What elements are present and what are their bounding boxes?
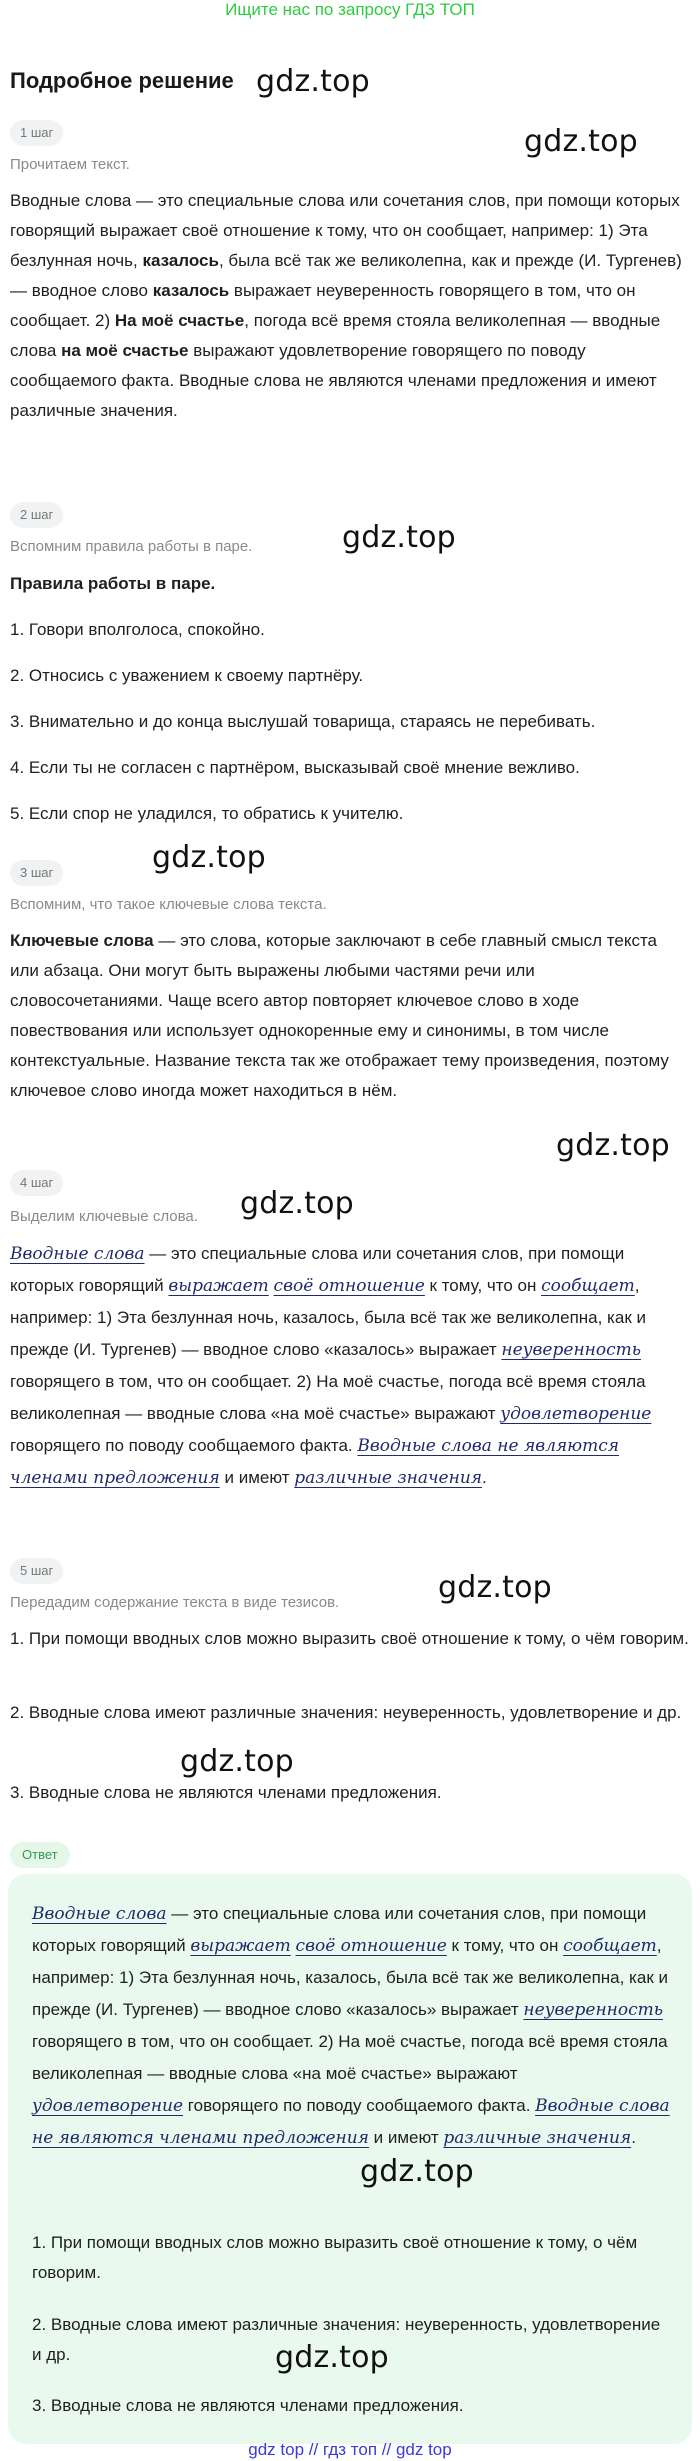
list-item: 2. Вводные слова имеют различные значения: неуверенность, удовлетворение и др. (10, 1703, 682, 1722)
step-text: Вводные слова — это специальные слова или сочетания слов, при помощи которых говорящий выражает своё отношение к тому, что он сообщает, например: 1) Эта безлунная ночь, казалось, была всё так же великолепна, как и прежде (И. Тургенев) — вводное слово «казалось» выражает неуверенность говорящего в том, что он сообщает. 2) На моё счастье, погода всё время стояла великолепная — вводные слова «на моё счастье» выражают удовлетворение говорящего по поводу сообщаемого факта. Вводные слова не являются членами предложения и имеют различные значения. (10, 1244, 652, 1488)
list-item: 3. Вводные слова не являются членами предложения. (32, 2396, 464, 2415)
watermark: gdz.top (556, 1128, 670, 1163)
step-text: Ключевые слова — это слова, которые заключают в себе главный смысл текста или абзаца. Они могут быть выражены любыми частями речи или словосочетаниями. Чаще всего автор повторяет ключевое слово в ходе повествования или использует однокоренные ему и синонимы, в том числе контекстуальные. Название текста так же отображает тему произведения, поэтому ключевое слово иногда может находиться в нём. (10, 931, 669, 1100)
footer-link[interactable]: gdz top // гдз топ // gdz top (248, 2440, 452, 2459)
watermark: gdz.top (438, 1570, 552, 1605)
list-item: 1. При помощи вводных слов можно выразить своё отношение к тому, о чём говорим. (32, 2233, 638, 2282)
step-subtitle: Передадим содержание текста в виде тезисов. (10, 1594, 340, 1611)
step-subtitle: Вспомним правила работы в паре. (10, 538, 253, 555)
step-badge: 2 шаг (10, 502, 63, 528)
watermark: gdz.top (152, 840, 266, 875)
list-item: 1. При помощи вводных слов можно выразить своё отношение к тому, о чём говорим. (10, 1629, 689, 1648)
answer-badge: Ответ (10, 1842, 70, 1868)
watermark: gdz.top (342, 520, 456, 555)
answer-text: Вводные слова — это специальные слова или сочетания слов, при помощи которых говорящий выражает своё отношение к тому, что он сообщает, например: 1) Эта безлунная ночь, казалось, была всё так же великолепна, как и прежде (И. Тургенев) — вводное слово «казалось» выражает неуверенность говорящего в том, что он сообщает. 2) На моё счастье, погода всё время стояла великолепная — вводные слова «на моё счастье» выражают удовлетворение говорящего по поводу сообщаемого факта. Вводные слова не являются членами предложения и имеют различные значения. (32, 1904, 670, 2148)
rules-title: Правила работы в паре. (10, 574, 216, 593)
list-item: 2. Относись с уважением к своему партнёру. (10, 666, 364, 685)
list-item: 5. Если спор не уладился, то обратись к учителю. (10, 804, 404, 823)
step-subtitle: Вспомним, что такое ключевые слова текста. (10, 896, 327, 913)
step-badge: 4 шаг (10, 1170, 63, 1196)
step-subtitle: Прочитаем текст. (10, 156, 130, 173)
step-badge: 1 шаг (10, 120, 63, 146)
watermark: gdz.top (240, 1186, 354, 1221)
watermark: gdz.top (360, 2154, 474, 2189)
step-badge: 3 шаг (10, 860, 63, 886)
watermark: gdz.top (524, 124, 638, 159)
list-item: 3. Внимательно и до конца выслушай товарища, стараясь не перебивать. (10, 712, 596, 731)
watermark: gdz.top (256, 64, 370, 99)
top-banner[interactable]: Ищите нас по запросу ГДЗ ТОП (225, 0, 475, 19)
list-item: 3. Вводные слова не являются членами предложения. (10, 1783, 442, 1802)
step-subtitle: Выделим ключевые слова. (10, 1208, 198, 1225)
page-title: Подробное решение (10, 68, 234, 93)
list-item: 2. Вводные слова имеют различные значения: неуверенность, удовлетворение и др. (32, 2315, 661, 2364)
list-item: 1. Говори вполголоса, спокойно. (10, 620, 265, 639)
watermark: gdz.top (180, 1744, 294, 1779)
step-badge: 5 шаг (10, 1558, 63, 1584)
step-text: Вводные слова — это специальные слова или сочетания слов, при помощи которых говорящий выражает своё отношение к тому, что он сообщает, например: 1) Эта безлунная ночь, казалось, была всё так же великолепна, как и прежде (И. Тургенев) — вводное слово казалось выражает неуверенность говорящего в том, что он сообщает. 2) На моё счастье, погода всё время стояла великолепная — вводные слова на моё счастье выражают удовлетворение говорящего по поводу сообщаемого факта. Вводные слова не являются членами предложения и имеют различные значения. (10, 191, 682, 420)
list-item: 4. Если ты не согласен с партнёром, высказывай своё мнение вежливо. (10, 758, 580, 777)
watermark: gdz.top (275, 2340, 389, 2375)
